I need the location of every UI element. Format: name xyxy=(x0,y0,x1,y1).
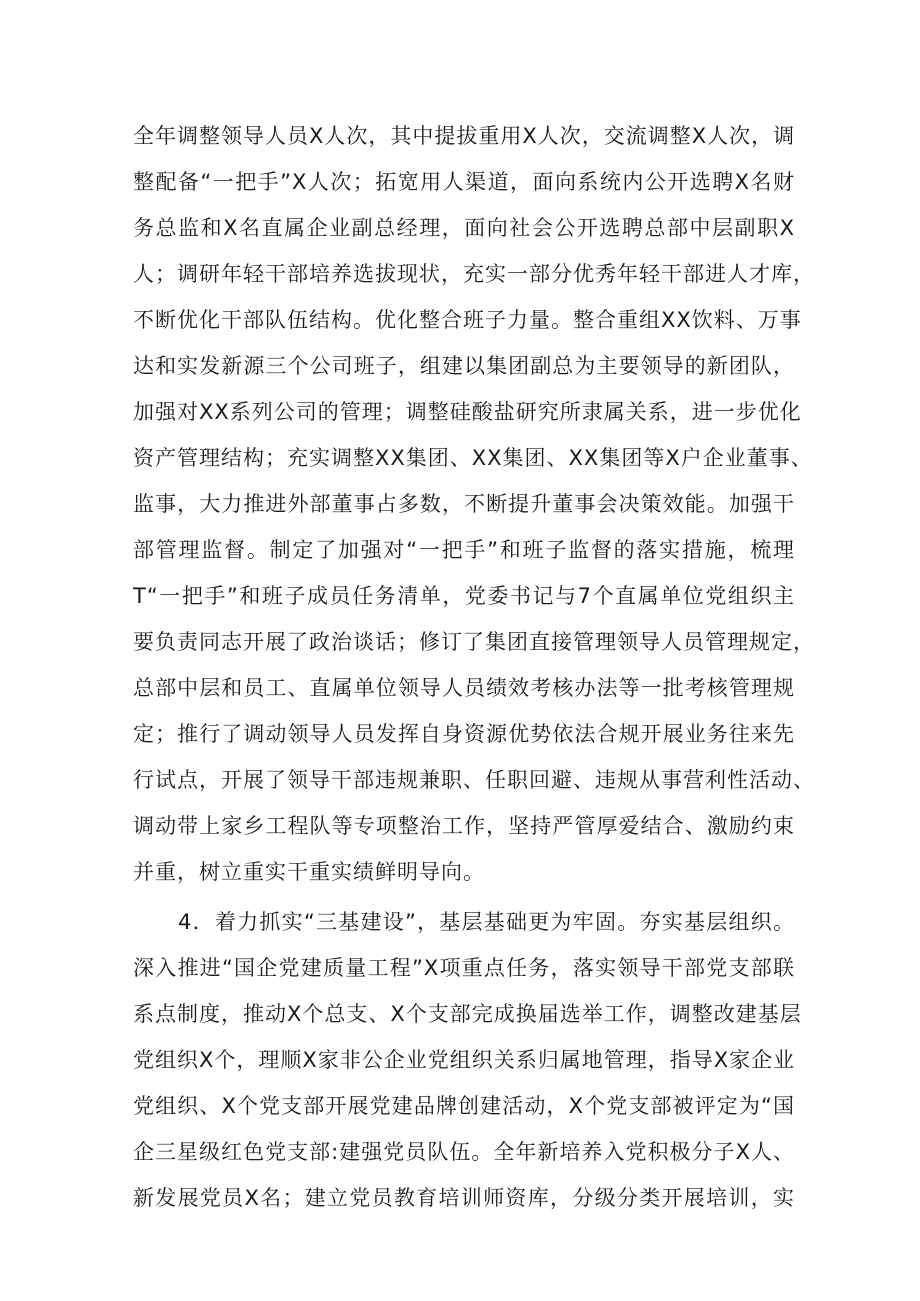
paragraph-last-line: 并重，树立重实干重实绩鲜明导向。 xyxy=(133,860,485,884)
text-line: 部管理监督。制定了加强对“一把手”和班子监督的落实措施，梳理 xyxy=(133,538,795,562)
section-heading-line: 4．着力抓实“三基建设”，基层基础更为牢固。夯实基层组织。 xyxy=(178,910,795,934)
text-line: 达和实发新源三个公司班子，组建以集团副总为主要领导的新团队， xyxy=(133,354,795,378)
text-line: 人；调研年轻干部培养选拔现状，充实一部分优秀年轻干部进人才库， xyxy=(133,262,815,286)
text-line: 企三星级红色党支部:建强党员队伍。全年新培养入党积极分子X人、 xyxy=(133,1140,795,1164)
text-line: 全年调整领导人员X人次，其中提拔重用X人次，交流调整X人次，调 xyxy=(133,124,796,148)
text-line: 深入推进“国企党建质量工程”X项重点任务，落实领导干部党支部联 xyxy=(133,956,795,980)
text-line: 调动带上家乡工程队等专项整治工作，坚持严管厚爱结合、激励约束 xyxy=(133,814,795,838)
text-line: 资产管理结构；充实调整XX集团、XX集团、XX集团等X户企业董事、 xyxy=(133,446,813,470)
text-line: 不断优化干部队伍结构。优化整合班子力量。整合重组XX饮料、万事 xyxy=(133,308,802,332)
text-line: 加强对XX系列公司的管理；调整硅酸盐研究所隶属关系，进一步优化 xyxy=(133,400,802,424)
text-line: 系点制度，推动X个总支、X个支部完成换届选举工作，调整改建基层 xyxy=(133,1002,802,1026)
text-line: 定；推行了调动领导人员发挥自身资源优势依法合规开展业务往来先 xyxy=(133,722,795,746)
text-line: 要负责同志开展了政治谈话；修订了集团直接管理领导人员管理规定， xyxy=(133,630,815,654)
text-line: 务总监和X名直属企业副总经理，面向社会公开选聘总部中层副职X xyxy=(133,216,795,240)
text-line: 新发展党员X名；建立党员教育培训师资库，分级分类开展培训，实 xyxy=(133,1186,795,1210)
text-line: 总部中层和员工、直属单位领导人员绩效考核办法等一批考核管理规 xyxy=(133,676,795,700)
text-line: T“一把手”和班子成员任务清单，党委书记与7个直属单位党组织主 xyxy=(133,584,795,608)
text-line: 行试点，开展了领导干部违规兼职、任职回避、违规从事营利性活动、 xyxy=(133,768,815,792)
text-line: 党组织、X个党支部开展党建品牌创建活动，X个党支部被评定为“国 xyxy=(133,1094,795,1118)
text-line: 党组织X个，理顺X家非公企业党组织关系归属地管理，指导X家企业 xyxy=(133,1048,796,1072)
text-line: 整配备“一把手”X人次；拓宽用人渠道，面向系统内公开选聘X名财 xyxy=(133,170,795,194)
text-line: 监事，大力推进外部董事占多数，不断提升董事会决策效能。加强干 xyxy=(133,492,795,516)
